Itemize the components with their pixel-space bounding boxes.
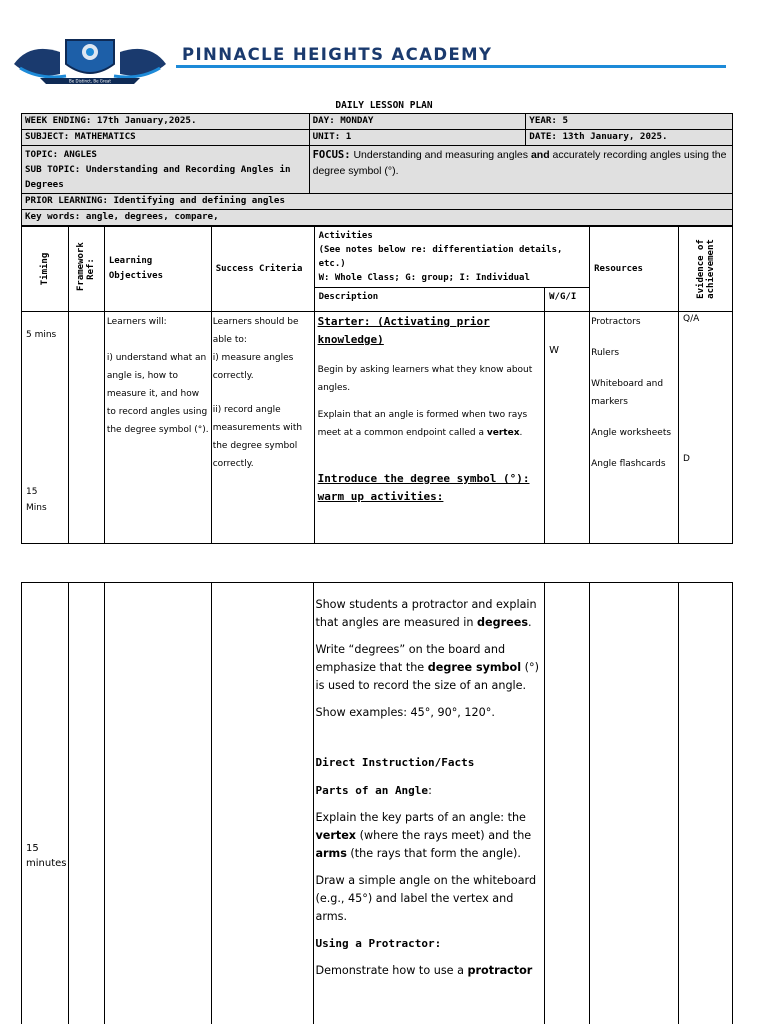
using-protractor-title: Using a Protractor: [315,937,442,950]
header-divider [176,65,726,68]
timing-3: 15 minutes [26,843,67,869]
col-objectives: Learning Objectives [104,227,211,312]
wgi-cell-2 [545,583,590,1024]
col-evidence: Evidence of achievement [679,227,733,312]
resource-item: Protractors [591,317,641,327]
date: DATE: 13th January, 2025. [526,130,733,146]
unit: UNIT: 1 [309,130,526,146]
examples: Show examples: 45°, 90°, 120°. [315,706,495,719]
demonstrate-protractor: Demonstrate how to use a protractor [315,964,533,977]
year: YEAR: 5 [526,114,733,130]
crest-motto: Be Distinct, Be Great [69,78,111,84]
topic-cell [22,146,310,194]
col-resources: Resources [590,227,679,312]
school-name: PINNACLE HEIGHTS ACADEMY [182,45,493,64]
parts-explanation: Explain the key parts of an angle: the vertex (where the rays meet) and the arms (the rays that form the angle). [315,811,532,860]
draw-angle-note: Draw a simple angle on the whiteboard (e.g., 45°) and label the vertex and arms. [315,874,537,923]
resource-item: Whiteboard and markers [591,379,664,407]
timing-1: 5 mins [26,330,57,340]
framework-cell [68,312,104,544]
col-description: Description [314,288,545,312]
degree-symbol-note: Write “degrees” on the board and emphasize that the degree symbol (°) is used to record the size of an angle. [315,643,539,692]
focus-text-1: Understanding and measuring angles [353,149,529,161]
timing-2: 15 Mins [26,487,47,513]
resource-item: Rulers [591,348,620,358]
objectives-cell-2 [104,583,211,1024]
col-timing: Timing [22,227,69,312]
protractor-intro: Show students a protractor and explain that angles are measured in degrees. [315,598,537,629]
timing-cell-2 [22,583,69,1024]
subject: SUBJECT: MATHEMATICS [22,130,310,146]
starter-p2: Explain that an angle is formed when two rays meet at a common endpoint called a vertex. [317,410,528,438]
direct-instruction-title: Direct Instruction/Facts [315,756,475,769]
key-words: Key words: angle, degrees, compare, [22,210,733,226]
framework-cell-2 [68,583,104,1024]
focus-and: and [530,149,550,161]
focus-cell [309,146,732,194]
school-crest-logo [10,34,170,86]
resource-item: Angle worksheets [591,428,672,438]
resources-cell [590,312,679,544]
evidence-cell: Q/A D [679,312,733,544]
timing-cell [22,312,69,544]
description-cell-2 [314,583,545,1024]
intro-degree-title: Introduce the degree symbol (°): warm up activities: [317,472,530,503]
day: DAY: MONDAY [309,114,526,130]
col-success: Success Criteria [211,227,314,312]
resource-item: Angle flashcards [591,459,666,469]
col-wgi: W/G/I [545,288,590,312]
sub-topic: SUB TOPIC: Understanding and Recording Angles in Degrees [25,164,291,190]
page-header [0,0,768,100]
lesson-activities-table-continued [21,582,733,1024]
parts-title: Parts of an Angle: [315,784,432,797]
resources-cell-2 [590,583,679,1024]
evidence-cell-2 [679,583,733,1024]
objectives-cell: Learners will: i) understand what an angle is, how to measure it, and how to record angles using the degree symbol (°). [104,312,211,544]
success-cell: Learners should be able to: i) measure angles correctly. ii) record angle measurements with the degree symbol correctly. [211,312,314,544]
focus-label: FOCUS: [312,149,351,161]
success-cell-2 [211,583,314,1024]
prior-learning: PRIOR LEARNING: Identifying and defining angles [22,194,733,210]
starter-title: Starter: (Activating prior knowledge) [317,315,490,346]
plan-title: DAILY LESSON PLAN [335,100,433,111]
topic: TOPIC: ANGLES [25,149,97,160]
lesson-activities-table [21,226,733,544]
col-activities: Activities (See notes below re: differentiation details, etc.) W: Whole Class; G: group; I: Individual [314,227,590,288]
description-cell [314,312,545,544]
col-framework: Framework Ref: [68,227,104,312]
focus-text-2: accurately recording angles using the degree symbol (°). [312,149,727,177]
lesson-info-table [21,113,733,226]
wgi-cell: W [545,312,590,544]
starter-p1: Begin by asking learners what they know about angles. [317,365,533,393]
week-ending: WEEK ENDING: 17th January,2025. [22,114,310,130]
